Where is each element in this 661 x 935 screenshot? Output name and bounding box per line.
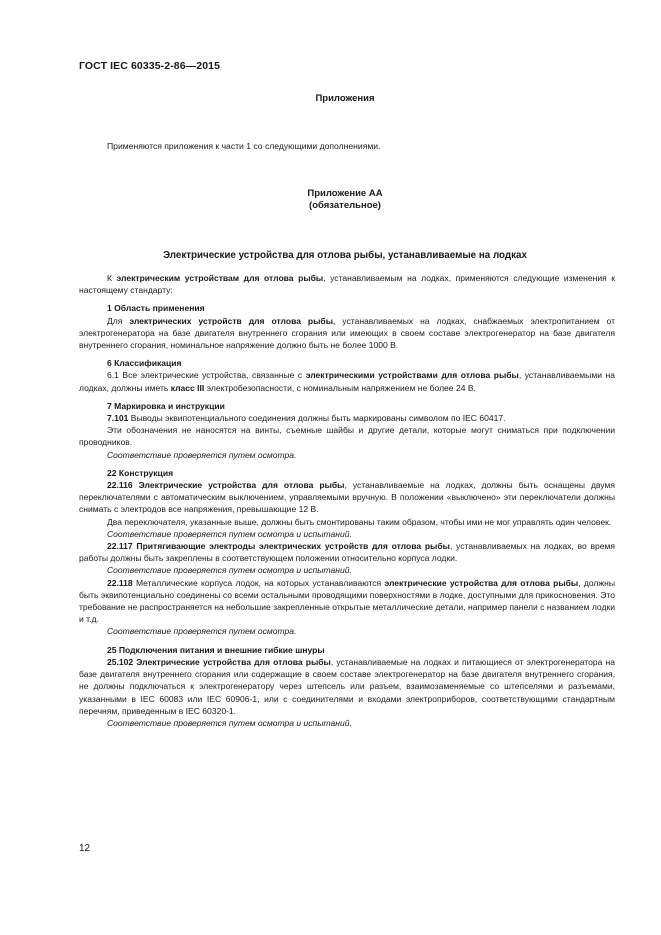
annex-status: (обязательное): [309, 200, 381, 211]
appendices-heading: Приложения: [315, 93, 375, 104]
section-heading-scope: 1 Область применения: [107, 303, 205, 314]
paragraph-7-101: 7.101 Выводы эквипотенциального соединения должны быть маркированы символом по IEC 60417.: [107, 413, 506, 424]
document-body: [79, 272, 615, 729]
compliance-check-22-118: Соответствие проверяется путем осмотра.: [107, 626, 297, 637]
annex-title: Приложение АА: [307, 188, 383, 199]
page-number: 12: [79, 843, 91, 854]
compliance-check-22-117: Соответствие проверяется путем осмотра и испытаний.: [107, 565, 352, 576]
paragraph-22-117: 22.117 Притягивающие электроды электрических устройств для отлова рыбы, устанавливаемых на лодках, во время работы должны быть закреплены в соответствующем положении относительно корпуса лодки.: [79, 541, 616, 564]
section-heading-construction: 22 Конструкция: [107, 467, 174, 478]
compliance-check-25: Соответствие проверяется путем осмотра и испытаний.: [107, 717, 352, 728]
paragraph-intro: К электрическим устройствам для отлова рыбы, устанавливаемым на лодках, применяются следующие изменения к настоящему стандарту:: [79, 273, 616, 296]
document-title: Электрические устройства для отлова рыбы, устанавливаемые на лодках: [163, 250, 527, 261]
section-heading-classification: 6 Классификация: [107, 358, 182, 369]
paragraph-25-102: 25.102 Электрические устройства для отлова рыбы, устанавливаемые на лодках и питающиеся от электрогенератора на базе двигателя внутреннего сгорания или содержащие в своем составе электрогенератор на базе двигателя внутреннего сгорания, не должны подключаться к электрогенератору через штепсель или разъем, взаимозаменяемые со штепселями и разъемами, указанными в IEC 60083 или IEC 60906-1, или с соединителями и входами электроприборов, соответствующими стандартным перечням, приведенным в IEC 60320-1.: [79, 656, 615, 716]
paragraph-22-118: 22.118 Металлические корпуса лодок, на которых устанавливаются электрические устройства для отлова рыбы, должны быть эквипотенциально соединены со всеми остальными проводящими поверхностями в лодке, доступными для прикосновения. Это требование не распространяется на небольшие закрепленные открытые металлические детали, например панели с названием лодки и т.д.: [79, 577, 615, 625]
document-header: ГОСТ IEC 60335-2-86—2015: [79, 60, 221, 72]
intro-text: Применяются приложения к части 1 со следующими дополнениями.: [107, 141, 381, 151]
compliance-check-22-116: Соответствие проверяется путем осмотра и испытаний.: [107, 528, 352, 539]
paragraph-classification: 6.1 Все электрические устройства, связанные с электрическими устройствами для отлова рыбы, устанавливаемыми на лодках, должны иметь класс III электробезопасности, с номинальным напряжением не более 24 В.: [79, 370, 615, 393]
paragraph-22-116-note: Два переключателя, указанные выше, должны быть смонтированы таким образом, чтобы ими не мог управлять один человек.: [107, 516, 612, 527]
paragraph-7-101-note: Эти обозначения не наносятся на винты, съемные шайбы и другие детали, которые могут сниматься при подключении проводников.: [79, 425, 615, 448]
compliance-check-7: Соответствие проверяется путем осмотра.: [107, 449, 297, 460]
section-heading-supply-connection: 25 Подключения питания и внешние гибкие шнуры: [107, 644, 325, 655]
paragraph-scope: Для электрических устройств для отлова рыбы, устанавливаемых на лодках, снабжаемых электропитанием от электрогенератора на базе двигателя внутреннего сгорания или имеющих в своем составе электрогенератор на базе двигателя внутреннего сгорания, номинальное напряжение должно быть не более 1000 В.: [79, 315, 615, 351]
paragraph-22-116: 22.116 Электрические устройства для отлова рыбы, устанавливаемые на лодках, должны быть оснащены двумя переключателями с автоматическим выключением, управляемыми вручную. В положении «выключено» эти переключатели должны снимать с электродов все напряжения, превышающие 12 В.: [79, 480, 615, 515]
section-heading-marking: 7 Маркировка и инструкции: [107, 400, 225, 411]
